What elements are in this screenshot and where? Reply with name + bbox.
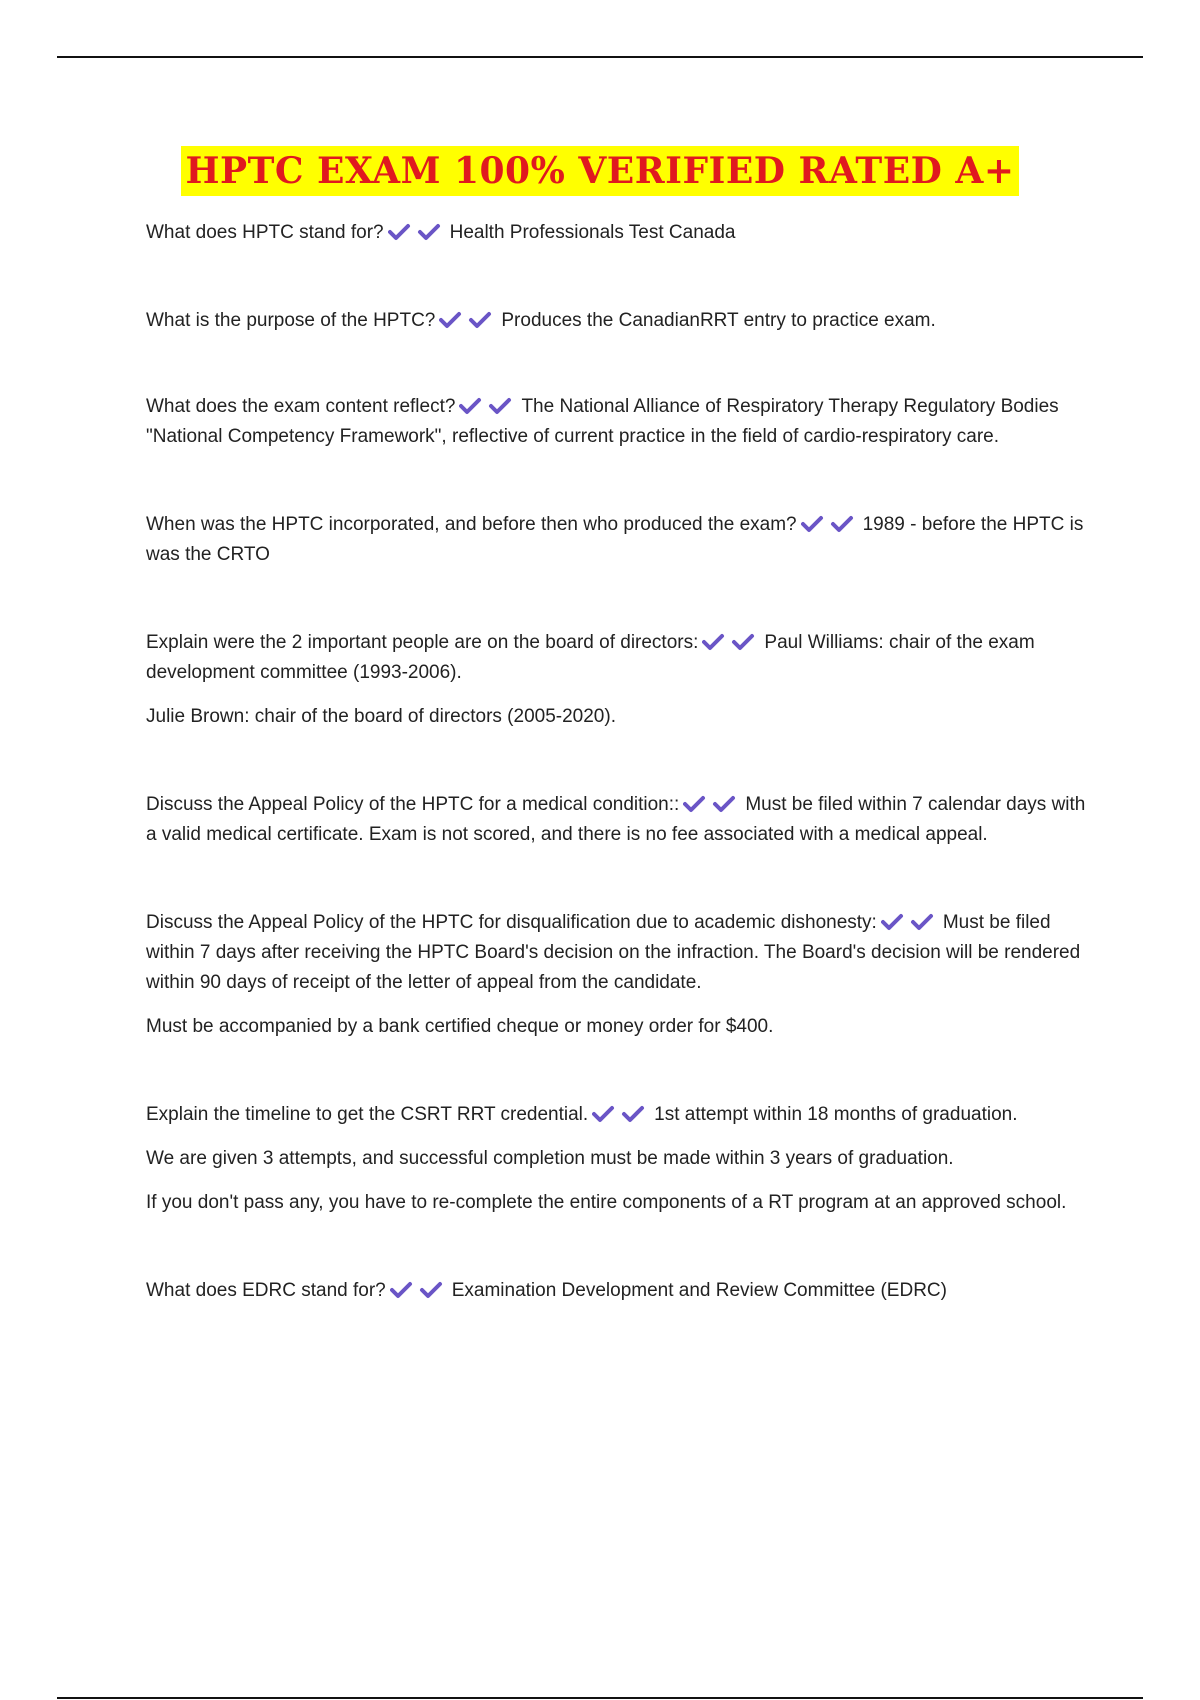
question-text: What does HPTC stand for? [146, 222, 384, 243]
qa-item [146, 1100, 1086, 1130]
double-check-icon [439, 310, 495, 330]
qa-item [146, 392, 1086, 452]
double-check-icon [801, 514, 857, 534]
answer-text: Produces the CanadianRRT entry to practice exam. [501, 310, 936, 331]
qa-list [146, 218, 1086, 1306]
qa-item [146, 510, 1086, 570]
answer-continuation: Must be accompanied by a bank certified cheque or money order for $400. [146, 1016, 774, 1037]
double-check-icon [459, 396, 515, 416]
qa-item [146, 628, 1086, 688]
answer-continuation: Julie Brown: chair of the board of directors (2005-2020). [146, 706, 616, 727]
qa-item [146, 790, 1086, 850]
qa-item [146, 1276, 1086, 1306]
answer-text: The National Alliance of Respiratory Therapy Regulatory Bodies "National Competency Framework", reflective of current practice in the field of cardio-respiratory care. [146, 396, 1059, 447]
answer-text: Must be filed within 7 calendar days with a valid medical certificate. Exam is not scored, and there is no fee associated with a medical appeal. [146, 794, 1086, 845]
top-rule [57, 56, 1143, 58]
answer-text: 1989 - before the HPTC is was the CRTO [146, 514, 1084, 565]
answer-text: Paul Williams: chair of the exam development committee (1993-2006). [146, 632, 1035, 683]
double-check-icon [390, 1280, 446, 1300]
answer-continuation: We are given 3 attempts, and successful completion must be made within 3 years of graduation. [146, 1148, 954, 1169]
double-check-icon [702, 632, 758, 652]
question-text: Explain were the 2 important people are on the board of directors: [146, 632, 699, 653]
answer-text: Examination Development and Review Committee (EDRC) [451, 1280, 947, 1301]
double-check-icon [683, 794, 739, 814]
question-text: What does the exam content reflect? [146, 396, 456, 417]
question-text: Explain the timeline to get the CSRT RRT credential. [146, 1104, 589, 1125]
document-title: HPTC EXAM 100% VERIFIED RATED A+ [181, 146, 1018, 196]
answer-text: Must be filed within 7 days after receiving the HPTC Board's decision on the infraction. The Board's decision will be rendered within 90 days of receipt of the letter of appeal from the candidate. [146, 912, 1081, 993]
double-check-icon [881, 912, 937, 932]
answer-text: Health Professionals Test Canada [449, 222, 736, 243]
title-block [0, 146, 1200, 196]
question-text: When was the HPTC incorporated, and before then who produced the exam? [146, 514, 797, 535]
question-text: What is the purpose of the HPTC? [146, 310, 436, 331]
answer-continuation: If you don't pass any, you have to re-complete the entire components of a RT program at an approved school. [146, 1192, 1067, 1213]
qa-item [146, 908, 1086, 998]
bottom-rule [57, 1697, 1143, 1699]
double-check-icon [388, 222, 444, 242]
question-text: What does EDRC stand for? [146, 1280, 386, 1301]
answer-text: 1st attempt within 18 months of graduation. [654, 1104, 1018, 1125]
qa-item [146, 218, 1086, 248]
question-text: Discuss the Appeal Policy of the HPTC for a medical condition:: [146, 794, 680, 815]
qa-item [146, 306, 1086, 336]
double-check-icon [592, 1104, 648, 1124]
question-text: Discuss the Appeal Policy of the HPTC for disqualification due to academic dishonesty: [146, 912, 877, 933]
